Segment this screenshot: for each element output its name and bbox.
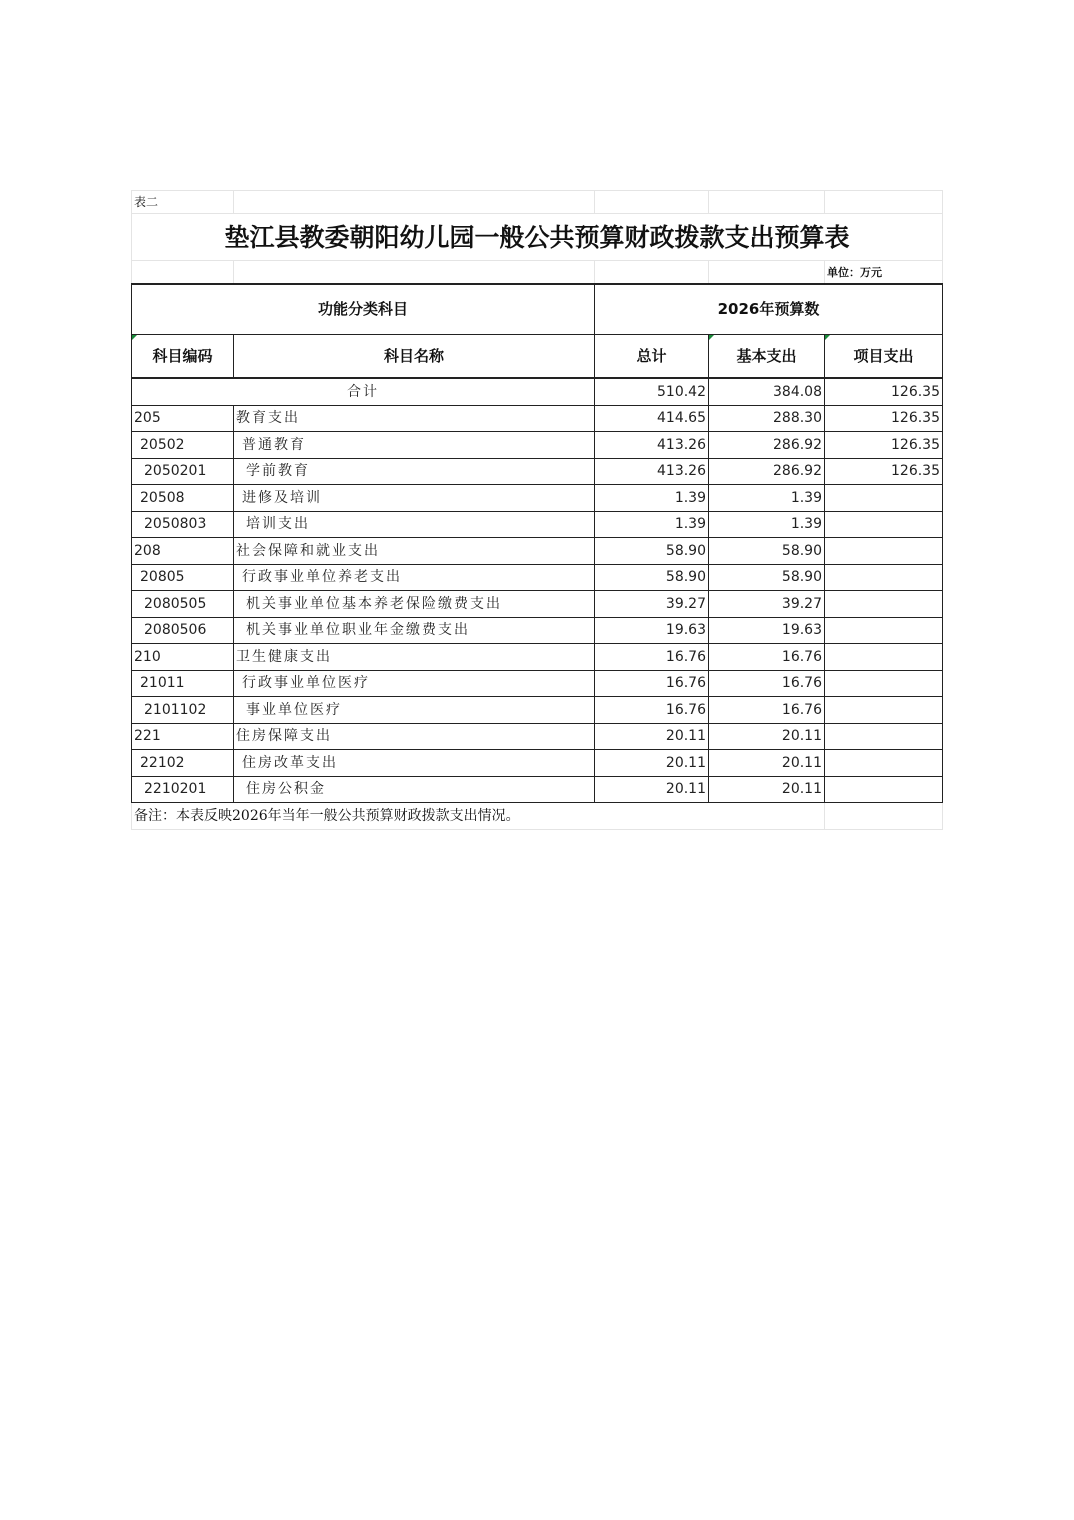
row-code: 22102: [132, 750, 234, 777]
header-total: 总计: [595, 335, 709, 379]
header-basic: 基本支出: [709, 335, 825, 379]
table-row: [132, 564, 943, 591]
total-amount: 510.42: [595, 378, 709, 405]
row-project: [825, 538, 943, 565]
row-basic: 58.90: [709, 564, 825, 591]
row-basic: 286.92: [709, 432, 825, 459]
row-code: 21011: [132, 670, 234, 697]
label-row: [132, 191, 943, 214]
row-project: 126.35: [825, 432, 943, 459]
total-label: 合计: [132, 378, 595, 405]
row-project: [825, 670, 943, 697]
row-code: 205: [132, 405, 234, 432]
header-functional-category: 功能分类科目: [132, 284, 595, 335]
row-code: 20502: [132, 432, 234, 459]
row-total: 58.90: [595, 564, 709, 591]
budget-table: [131, 190, 943, 830]
row-basic: 1.39: [709, 485, 825, 512]
unit-row: [132, 261, 943, 285]
unit-label: 单位：万元: [825, 261, 943, 285]
row-project: [825, 564, 943, 591]
row-name: 卫生健康支出: [234, 644, 595, 671]
row-total: 16.76: [595, 697, 709, 724]
row-project: [825, 776, 943, 803]
row-name: 社会保障和就业支出: [234, 538, 595, 565]
row-basic: 16.76: [709, 670, 825, 697]
table-row: [132, 617, 943, 644]
header-column-row: [132, 335, 943, 379]
table-row: [132, 644, 943, 671]
budget-sheet: [131, 190, 942, 830]
row-code: 208: [132, 538, 234, 565]
row-basic: 16.76: [709, 644, 825, 671]
row-name: 行政事业单位养老支出: [234, 564, 595, 591]
row-total: 16.76: [595, 670, 709, 697]
row-name: 行政事业单位医疗: [234, 670, 595, 697]
row-code: 2050201: [132, 458, 234, 485]
row-basic: 58.90: [709, 538, 825, 565]
table-label: 表二: [132, 191, 234, 214]
row-code: 20805: [132, 564, 234, 591]
table-row: [132, 670, 943, 697]
total-row: [132, 378, 943, 405]
table-row: [132, 697, 943, 724]
row-project: [825, 485, 943, 512]
row-code: 2210201: [132, 776, 234, 803]
row-total: 16.76: [595, 644, 709, 671]
row-code: 2080506: [132, 617, 234, 644]
table-row: [132, 776, 943, 803]
table-row: [132, 750, 943, 777]
row-basic: 20.11: [709, 723, 825, 750]
row-project: [825, 644, 943, 671]
row-basic: 1.39: [709, 511, 825, 538]
row-total: 413.26: [595, 458, 709, 485]
row-name: 培训支出: [234, 511, 595, 538]
note-row: [132, 803, 943, 830]
row-total: 1.39: [595, 511, 709, 538]
row-total: 414.65: [595, 405, 709, 432]
page-title: 垫江县教委朝阳幼儿园一般公共预算财政拨款支出预算表: [132, 214, 943, 261]
row-name: 普通教育: [234, 432, 595, 459]
header-budget-2026: 2026年预算数: [595, 284, 943, 335]
header-code: 科目编码: [132, 335, 234, 379]
row-total: 20.11: [595, 776, 709, 803]
row-basic: 288.30: [709, 405, 825, 432]
header-project: 项目支出: [825, 335, 943, 379]
row-code: 20508: [132, 485, 234, 512]
row-name: 机关事业单位基本养老保险缴费支出: [234, 591, 595, 618]
row-project: 126.35: [825, 405, 943, 432]
row-name: 住房改革支出: [234, 750, 595, 777]
table-row: [132, 485, 943, 512]
header-name: 科目名称: [234, 335, 595, 379]
row-project: [825, 511, 943, 538]
header-group-row: [132, 284, 943, 335]
row-project: [825, 723, 943, 750]
row-project: [825, 697, 943, 724]
table-row: [132, 538, 943, 565]
table-row: [132, 432, 943, 459]
row-project: [825, 617, 943, 644]
row-basic: 19.63: [709, 617, 825, 644]
total-project: 126.35: [825, 378, 943, 405]
table-row: [132, 723, 943, 750]
row-name: 住房保障支出: [234, 723, 595, 750]
row-project: [825, 591, 943, 618]
row-name: 住房公积金: [234, 776, 595, 803]
table-row: [132, 511, 943, 538]
row-code: 210: [132, 644, 234, 671]
total-basic: 384.08: [709, 378, 825, 405]
row-code: 2050803: [132, 511, 234, 538]
row-name: 机关事业单位职业年金缴费支出: [234, 617, 595, 644]
row-basic: 39.27: [709, 591, 825, 618]
table-row: [132, 458, 943, 485]
table-row: [132, 591, 943, 618]
row-name: 教育支出: [234, 405, 595, 432]
row-total: 1.39: [595, 485, 709, 512]
row-name: 进修及培训: [234, 485, 595, 512]
table-row: [132, 405, 943, 432]
row-total: 19.63: [595, 617, 709, 644]
row-basic: 286.92: [709, 458, 825, 485]
row-total: 413.26: [595, 432, 709, 459]
row-name: 事业单位医疗: [234, 697, 595, 724]
row-name: 学前教育: [234, 458, 595, 485]
row-project: [825, 750, 943, 777]
row-total: 20.11: [595, 723, 709, 750]
title-row: [132, 214, 943, 261]
row-basic: 20.11: [709, 750, 825, 777]
row-code: 221: [132, 723, 234, 750]
row-total: 58.90: [595, 538, 709, 565]
row-basic: 20.11: [709, 776, 825, 803]
row-code: 2101102: [132, 697, 234, 724]
row-total: 20.11: [595, 750, 709, 777]
row-total: 39.27: [595, 591, 709, 618]
row-project: 126.35: [825, 458, 943, 485]
row-code: 2080505: [132, 591, 234, 618]
table-note: 备注：本表反映2026年当年一般公共预算财政拨款支出情况。: [132, 803, 825, 830]
row-basic: 16.76: [709, 697, 825, 724]
